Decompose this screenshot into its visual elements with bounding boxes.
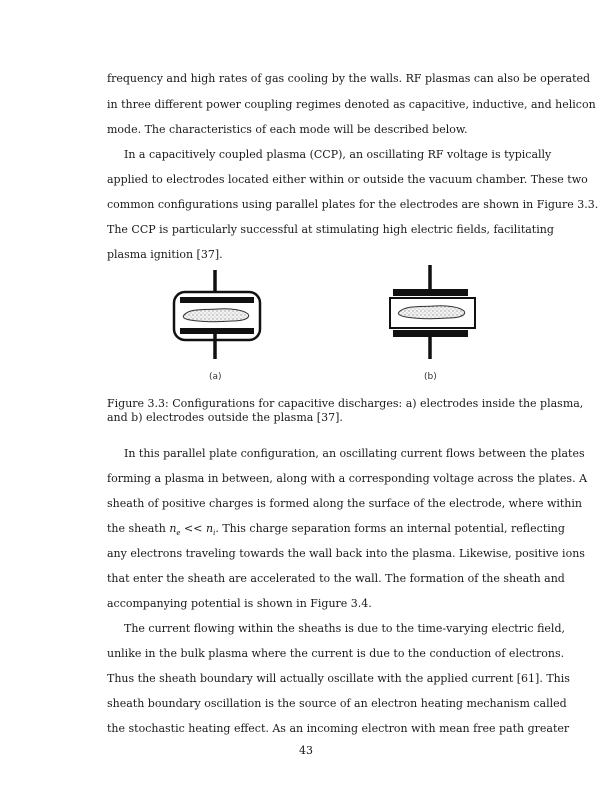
paragraph-3-line-2: forming a plasma in between, along with a corresponding voltage across the plates. A bbox=[107, 472, 588, 485]
paragraph-3-line-5: any electrons traveling towards the wall back into the plasma. Likewise, positive ions bbox=[107, 547, 585, 560]
math-n-i-base: n bbox=[206, 522, 214, 535]
diagram-b-plasma bbox=[398, 306, 464, 319]
paragraph-1-line-1: frequency and high rates of gas cooling by the walls. RF plasmas can also be operated bbox=[107, 72, 591, 85]
diagram-a-top-electrode bbox=[180, 297, 254, 303]
diagram-b-top-electrode bbox=[393, 289, 468, 296]
figure-diagram bbox=[160, 262, 500, 387]
diagram-a-plasma bbox=[183, 309, 248, 322]
paragraph-3-line-7: accompanying potential is shown in Figure 3.4. bbox=[107, 597, 372, 610]
math-n-e bbox=[169, 522, 181, 538]
paragraph-1-line-2: in three different power coupling regimes denoted as capacitive, inductive, and helicon bbox=[107, 98, 596, 111]
paragraph-3-line-6: that enter the sheath are accelerated to the wall. The formation of the sheath and bbox=[107, 572, 565, 585]
paragraph-2-line-3: common configurations using parallel plates for the electrodes are shown in Figure 3.3. bbox=[107, 198, 599, 211]
figure-label-a: (a) bbox=[209, 372, 222, 382]
paragraph-4-line-4: sheath boundary oscillation is the source of an electron heating mechanism called bbox=[107, 697, 567, 710]
paragraph-3-line-4 bbox=[107, 522, 565, 540]
math-much-less-than: << bbox=[180, 522, 206, 535]
paragraph-4-line-2: unlike in the bulk plasma where the current is due to the conduction of electrons. bbox=[107, 647, 565, 660]
paragraph-2-line-5: plasma ignition [37]. bbox=[107, 248, 223, 261]
figure-caption-line-1: Figure 3.3: Configurations for capacitive discharges: a) electrodes inside the plasma, bbox=[107, 397, 584, 410]
paragraph-2-line-4: The CCP is particularly successful at stimulating high electric fields, facilitating bbox=[107, 223, 554, 236]
math-n-i-subscript: i bbox=[213, 529, 216, 538]
figure-label-b: (b) bbox=[424, 372, 437, 382]
paragraph-3-line-1: In this parallel plate configuration, an oscillating current flows between the plates bbox=[124, 447, 585, 460]
math-n-e-subscript: e bbox=[176, 529, 181, 538]
figure-caption-line-2: and b) electrodes outside the plasma [37]. bbox=[107, 411, 343, 424]
figure-capacitive-discharges bbox=[160, 262, 500, 387]
paragraph-3-line-4-pre: the sheath bbox=[107, 522, 170, 535]
paragraph-4-line-1: The current flowing within the sheaths is due to the time-varying electric field, bbox=[124, 622, 565, 635]
math-n-e-base: n bbox=[169, 522, 177, 535]
diagram-b-electrodes-outside bbox=[390, 265, 475, 359]
paragraph-4-line-3: Thus the sheath boundary will actually oscillate with the applied current [61]. This bbox=[107, 672, 570, 685]
diagram-a-electrodes-inside bbox=[174, 270, 260, 359]
paragraph-3-line-3: sheath of positive charges is formed along the surface of the electrode, where within bbox=[107, 497, 582, 510]
paragraph-2-line-1: In a capacitively coupled plasma (CCP), an oscillating RF voltage is typically bbox=[124, 148, 552, 161]
diagram-b-bottom-electrode bbox=[393, 330, 468, 337]
paragraph-3-line-4-post: . This charge separation forms an internal potential, reflecting bbox=[215, 522, 565, 535]
diagram-a-bottom-electrode bbox=[180, 328, 254, 334]
paragraph-2-line-2: applied to electrodes located either within or outside the vacuum chamber. These two bbox=[107, 173, 588, 186]
math-n-i bbox=[206, 522, 216, 538]
paragraph-4-line-5: the stochastic heating effect. As an incoming electron with mean free path greater bbox=[107, 722, 570, 735]
page-number: 43 bbox=[299, 744, 313, 757]
paragraph-1-line-3: mode. The characteristics of each mode will be described below. bbox=[107, 123, 468, 136]
